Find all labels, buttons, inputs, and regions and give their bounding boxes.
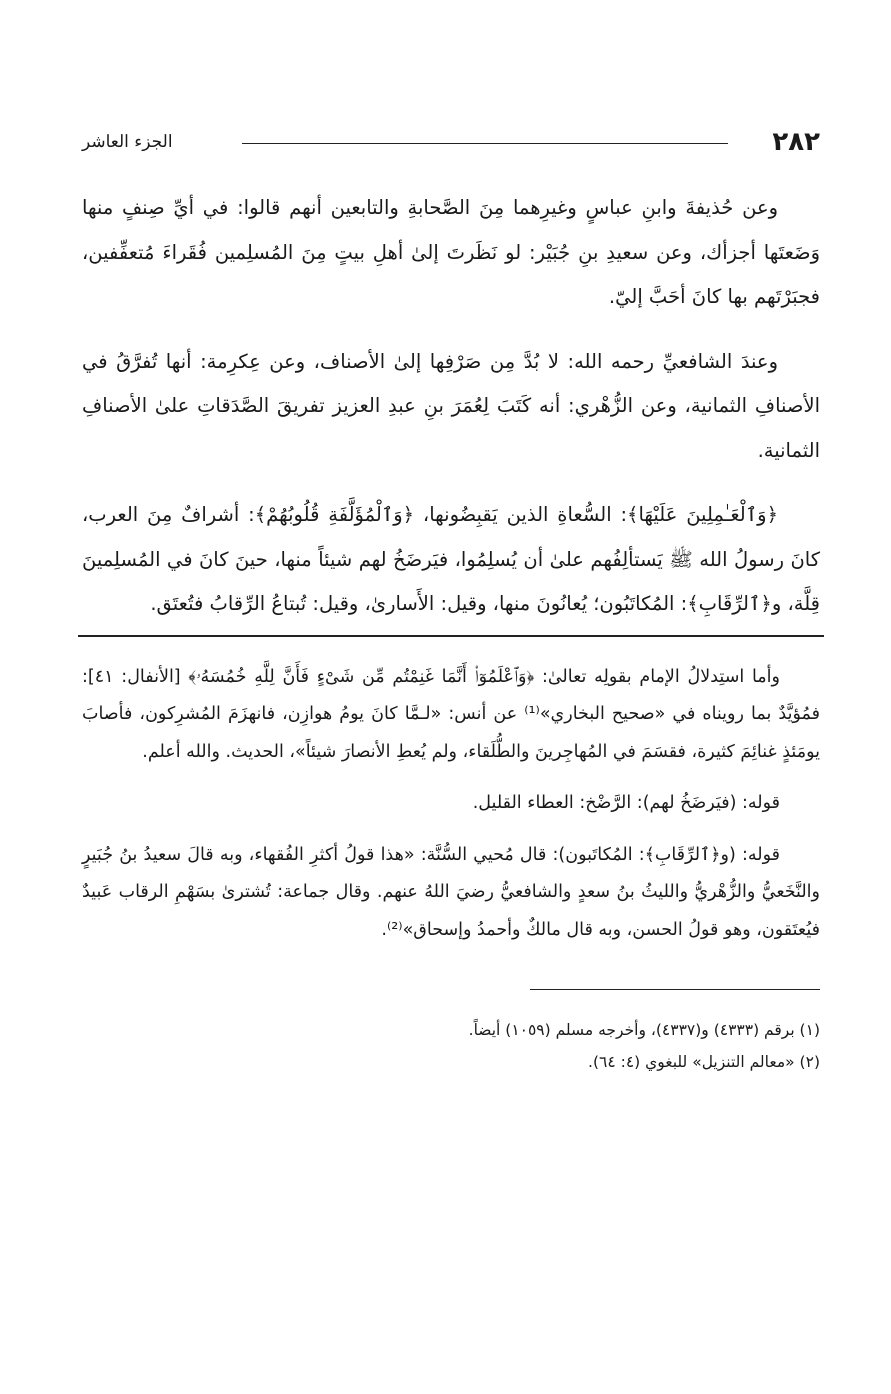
page-number: ٢٨٢ — [772, 127, 820, 157]
header-rule — [242, 143, 728, 144]
main-paragraph: وعن حُذيفةَ وابنِ عباسٍ وغيرِهما مِنَ الصَّحابةِ والتابعين أنهم قالوا: في أيِّ صِنفٍ منها وَضَعتَها أجزأك، وعن سعيدِ بنِ جُبَيْر: لو نَظَرتَ إلىٰ أهلِ بيتٍ مِنَ المُسلِمين فُقَراءَ مُتعفِّفين، فجبَرْتَهم بها كانَ أحَبَّ إليّ. — [82, 196, 820, 308]
footnote: (٢) «معالم التنزيل» للبغوي (٤: ٦٤). — [588, 1053, 820, 1071]
main-paragraph: ﴿وَٱلْعَـٰمِلِينَ عَلَيْهَا﴾: السُّعاةِ الذين يَقبِضُونها، ﴿وَٱلْمُؤَلَّفَةِ قُلُوبُهُمْ﴾: أشرافٌ مِنَ العرب، كانَ رسولُ الله ﷺ يَستألِفُهم علىٰ أن يُسلِمُوا، فيَرضَخُ لهم شيئاً منها، حينَ كانَ في المُسلِمينَ قِلَّة، و﴿ٱلرِّقَابِ﴾: المُكاتَبُون؛ يُعانُونَ منها، وقيل: الأَسارىٰ، وقيل: تُبتاعُ الرِّقابُ فتُعتَق. — [82, 503, 820, 615]
page-body — [82, 186, 820, 1078]
footnote-rule — [530, 989, 820, 990]
commentary-paragraph: قوله: (فيَرضَخُ لهم): الرَّضْخ: العطاء القليل. — [472, 793, 780, 813]
page-header — [82, 122, 820, 162]
commentary-paragraph: وأما استِدلالُ الإمام بقولِه تعالىٰ: ﴿وَٱعْلَمُوٓا۟ أَنَّمَا غَنِمْتُم مِّن شَىْءٍ فَأَنَّ لِلَّهِ خُمُسَهُۥ﴾ [الأنفال: ٤١]: فمُؤيَّدٌ بما رويناه في «صحيح البخاري»⁽¹⁾ عن أنس: «لـمَّا كانَ يومُ هوازِن، فانهزَمَ المُشرِكون، فأصابَ يومَئذٍ غنائِمَ كثيرة، فقسَمَ في المُهاجِرينَ والطُّلَقاء، ولم يُعطِ الأنصارَ شيئاً»، الحديث. والله أعلم. — [82, 666, 820, 762]
running-title: الجزء العاشر — [82, 132, 173, 152]
footnote: (١) برقم (٤٣٣٣) و(٤٣٣٧)، وأخرجه مسلم (١٠٥٩) أيضاً. — [468, 1021, 820, 1039]
commentary-paragraph: قوله: (و﴿ٱلرِّقَابِ﴾: المُكاتَبون): قال مُحيي السُّنَّة: «هذا قولُ أكثرِ الفُقهاء، وبه قالَ سعيدُ بنُ جُبَيرٍ والنَّخَعيُّ والزُّهْريُّ والليثُ بنُ سعدٍ والشافعيُّ رضيَ اللهُ عنهم. وقال جماعة: تُشترىٰ بسَهْمِ الرقاب عَبيدٌ فيُعتَقون، وهو قولُ الحسن، وبه قال مالكٌ وأحمدُ وإسحاق»⁽²⁾. — [82, 844, 820, 940]
text-commentary-divider — [78, 635, 824, 637]
main-paragraph: وعندَ الشافعيِّ رحمه الله: لا بُدَّ مِن صَرْفِها إلىٰ الأصناف، وعن عِكرِمة: أنها تُفرَّقُ في الأصنافِ الثمانية، وعن الزُّهْري: أنه كَتَبَ لِعُمَرَ بنِ عبدِ العزيز تفريقَ الصَّدَقاتِ علىٰ الأصنافِ الثمانية. — [82, 349, 820, 462]
